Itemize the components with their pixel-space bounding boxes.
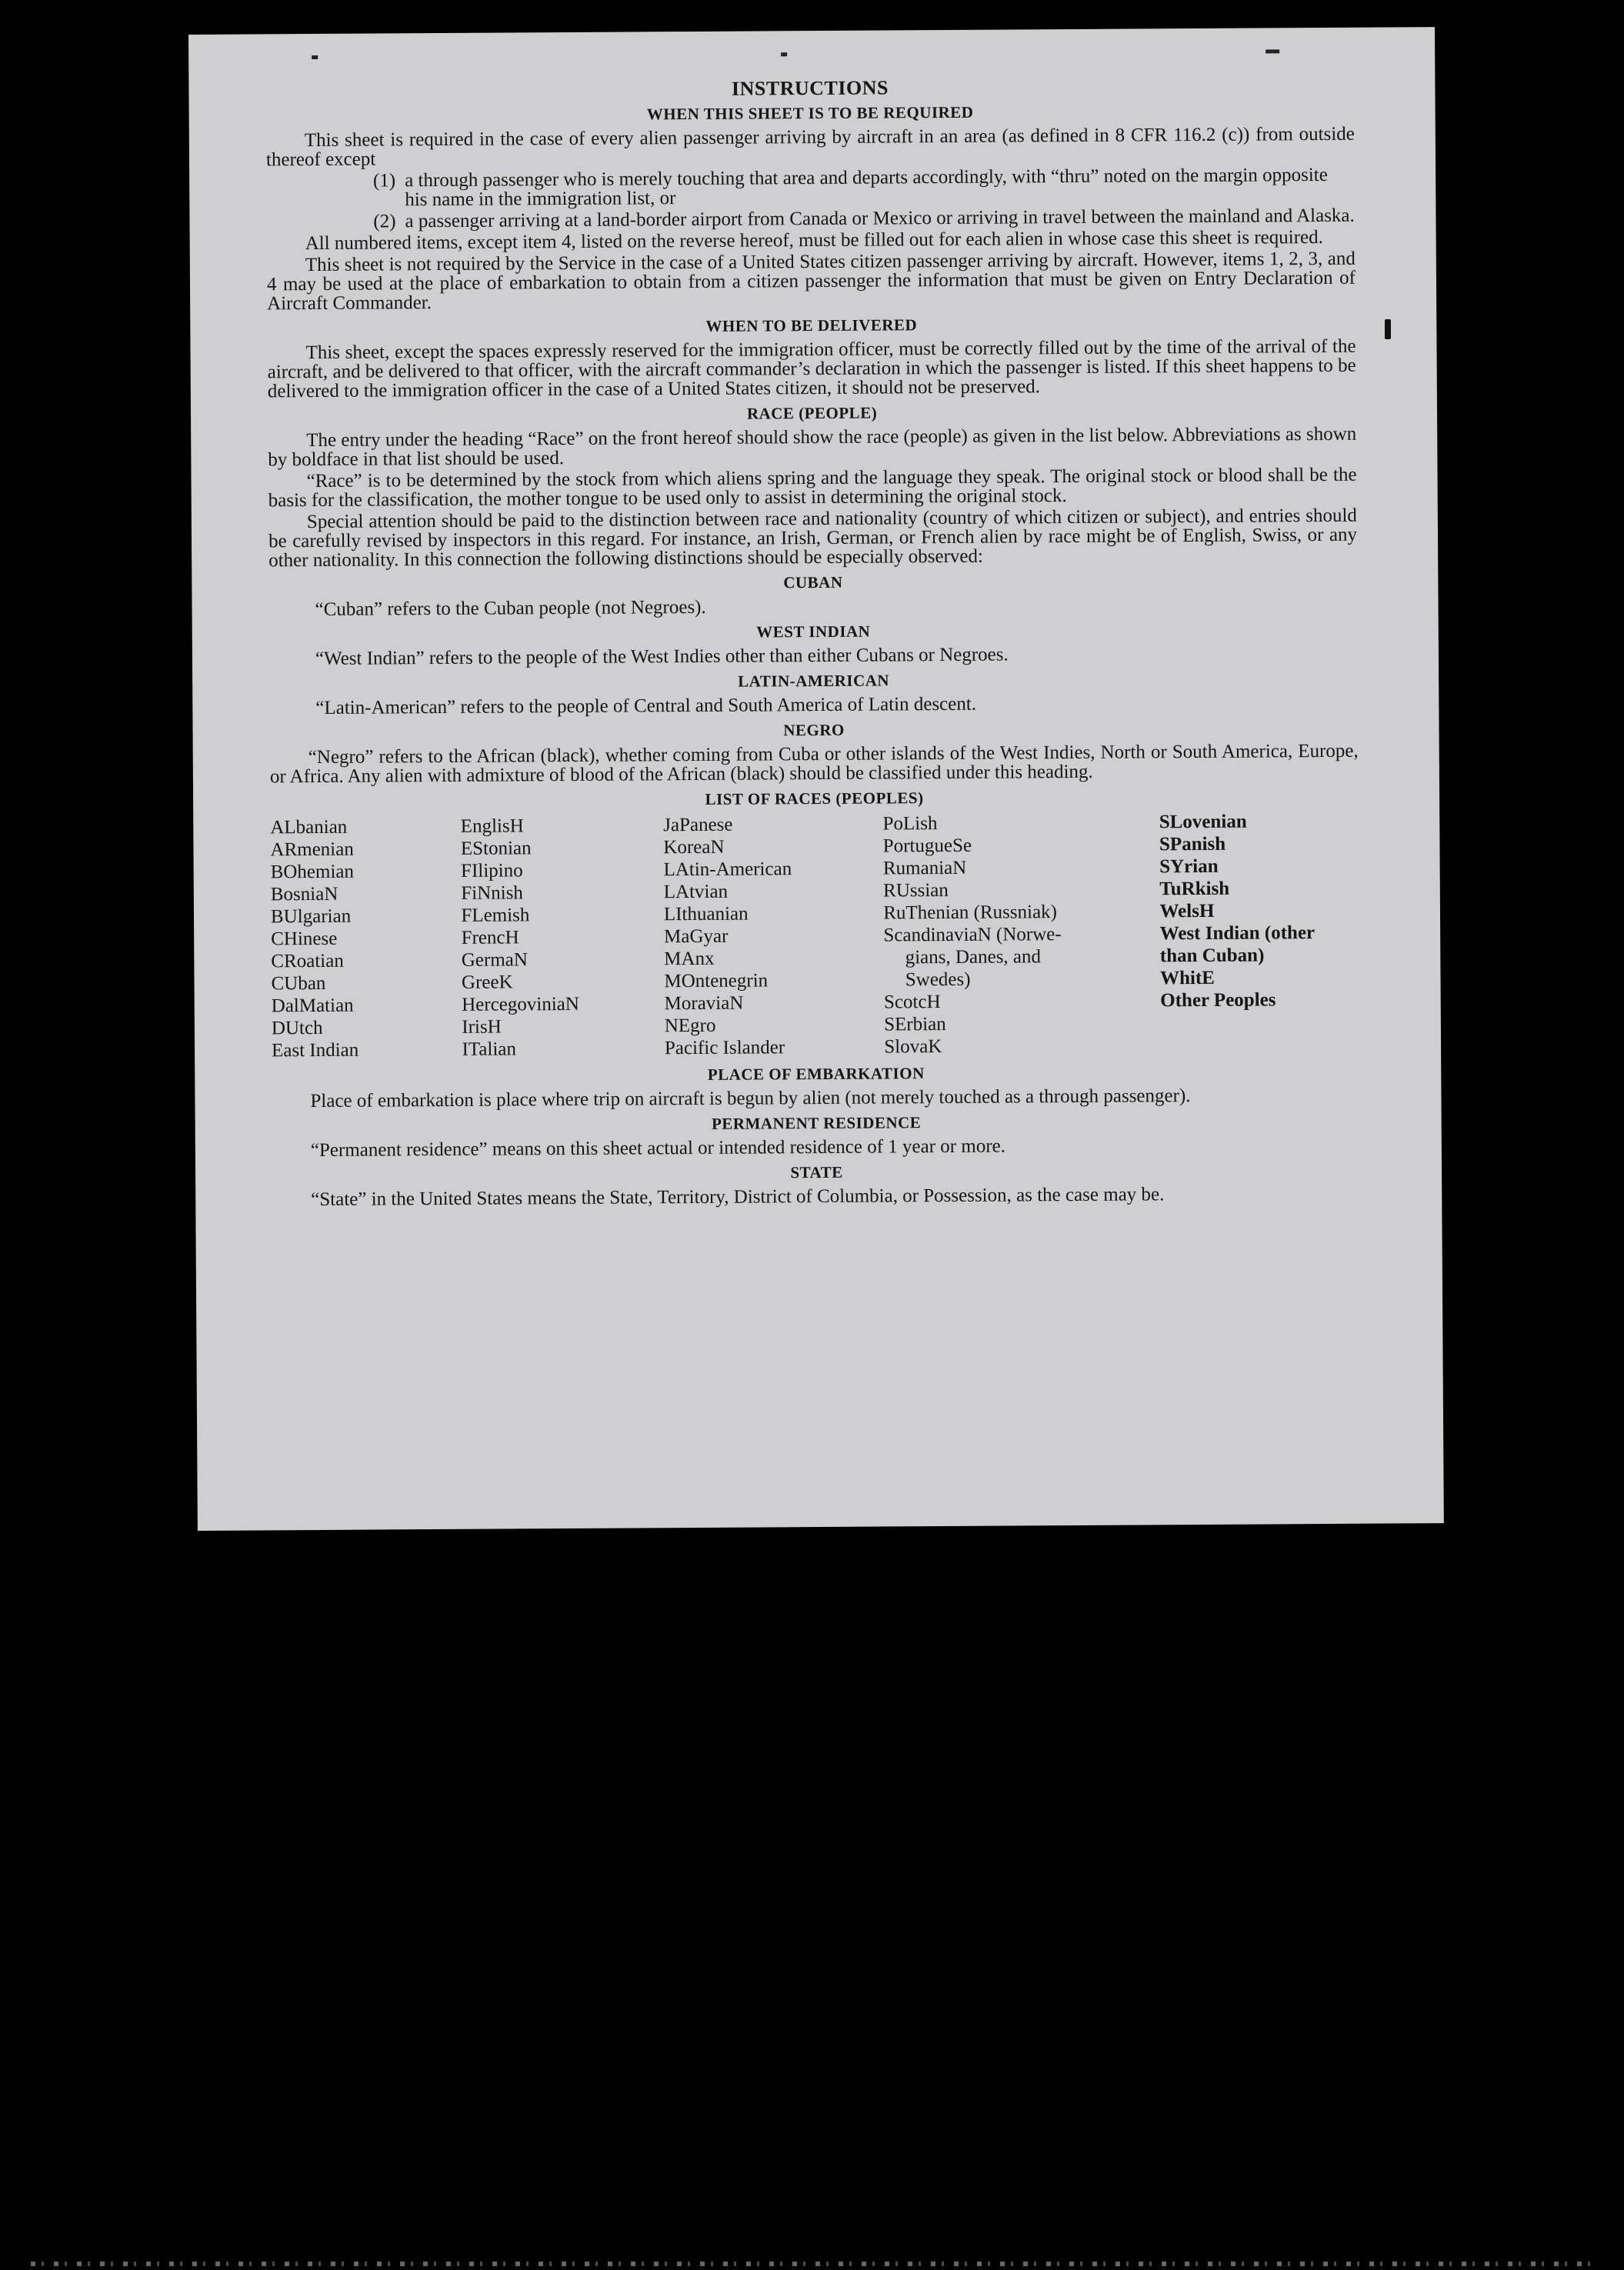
race-entry: LAtvian [663,881,729,903]
race-entry: CUban [271,972,326,995]
race-entry: ScotcH [883,992,941,1013]
race-entry: FrencH [461,927,519,948]
race-entry: PoLish [882,813,938,835]
race-entry: JaPanese [663,814,733,836]
race-entry: SYrian [1159,855,1219,878]
paragraph: This sheet is not required by the Service in the case of a United States citizen passenger arriving by aircraft. However, items 1, 2, 3, and 4 may be used at the place of embarkation to obtain from a citizen passenger the information that must be given on Entry Declaration of Aircraft Commander. [266,248,1356,315]
section-heading: CUBAN [783,572,843,592]
race-entry: SLovenian [1159,811,1247,833]
item-text: a passenger arriving at a land-border airport from Canada or Mexico or arriving in travel between the mainland and Alaska. [405,205,1355,232]
scan-marks [188,48,1435,72]
paragraph: This sheet is required in the case of every alien passenger arriving by aircraft in an area (as defined in 8 CFR 116.2 (c)) from outside thereof except [265,123,1355,171]
race-entry: SlovaK [884,1036,942,1058]
race-entry: GermaN [461,949,528,971]
scan-mark [1266,49,1279,53]
race-entry: NEgro [664,1015,716,1037]
race-entry: ALbanian [270,816,348,838]
race-entry: TuRkish [1159,878,1230,900]
race-entry: EnglisH [460,815,524,837]
paragraph: “West Indian” refers to the people of the West Indies other than either Cubans or Negroes. [315,644,1009,670]
race-entry: RuThenian (Russniak) [883,902,1058,924]
section-heading: NEGRO [783,720,845,740]
item-number: (2) [373,211,396,232]
race-entry: ITalian [462,1038,517,1060]
race-entry: gians, Danes, and [905,946,1042,968]
scan-edge-noise [31,2262,1600,2266]
races-column [1159,810,1360,1057]
races-column [270,815,462,1062]
paragraph: “Race” is to be determined by the stock from which aliens spring and the language they speak. The original stock or blood shall be the basis for the classification, the mother tongue to be used only to assist in determining the original stock. [268,464,1357,512]
races-list [270,810,1360,1062]
race-entry: PortugueSe [882,835,972,857]
race-entry: GreeK [461,972,513,993]
race-entry: LIthuanian [663,903,749,925]
section-heading: WHEN TO BE DELIVERED [705,315,918,335]
race-entry: IrisH [462,1016,502,1038]
race-entry: HercegoviniaN [462,993,579,1015]
race-entry: ARmenian [270,838,354,861]
paragraph: Special attention should be paid to the distinction between race and nationality (country of which citizen or subject), and entries should be carefully revised by inspectors in this regard. For instance, an Irish, German, or French alien by race might be of English, Swiss, or any other nationality. In this connection the following distinctions should be especially observed: [268,505,1358,572]
race-entry: MaGyar [663,925,729,948]
race-entry: MOntenegrin [664,970,769,992]
item-number: (1) [372,170,396,192]
race-entry: Other Peoples [1160,989,1276,1012]
race-entry: CHinese [271,928,338,950]
section-heading: RACE (PEOPLE) [746,403,878,423]
race-entry: RUssian [883,879,949,902]
race-entry: FiNnish [461,882,523,904]
paragraph: This sheet, except the spaces expressly reserved for the immigration officer, must be correctly filled out by the time of the arrival of the aircraft, and be delivered to that officer, with the aircraft commander’s declaration in which the passenger is listed. If this sheet happens to be delivered to the immigration officer in the case of a United States citizen, it should not be preserved. [267,335,1356,402]
scan-mark [312,55,318,59]
race-entry: EStonian [460,838,532,859]
numbered-item [266,165,1355,211]
paragraph: “Cuban” refers to the Cuban people (not Negroes). [315,596,706,621]
race-entry: WhitE [1159,967,1215,989]
race-entry: SPanish [1159,833,1226,855]
race-entry: RumaniaN [882,857,967,879]
section-heading: PLACE OF EMBARKATION [707,1064,925,1084]
race-entry: WelsH [1159,900,1215,922]
race-entry: KoreaN [663,836,725,858]
races-heading: LIST OF RACES (PEOPLES) [705,788,924,808]
section-heading: LATIN-AMERICAN [738,671,890,691]
paragraph: Place of embarkation is place where trip on aircraft is begun by alien (not merely touched as a through passenger). [310,1085,1191,1112]
scan-mark [781,52,787,56]
race-entry: LAtin-American [663,858,792,881]
paragraph: “Permanent residence” means on this sheet actual or intended residence of 1 year or more. [310,1135,1006,1162]
race-entry: MAnx [664,948,715,970]
race-entry: BUlgarian [270,905,352,928]
race-entry: CRoatian [271,950,344,972]
race-entry: SErbian [884,1014,946,1035]
paragraph: All numbered items, except item 4, listed on the reverse hereof, must be filled out for each alien in whose case this sheet is required. [305,226,1323,255]
race-entry: FIlipino [461,860,523,882]
paragraph: “Negro” refers to the African (black), whether coming from Cuba or other islands of the West Indies, North or South America, Europe, or Africa. Any alien with admixture of blood of the African (black) should be classified under this heading. [269,740,1359,788]
race-entry: Pacific Islander [664,1037,785,1059]
document-page [188,27,1444,1531]
races-column [461,814,665,1061]
item-text: a through passenger who is merely touching that area and departs accordingly, with “thru” noted on the margin opposite his name in the immigration list, or [405,164,1328,211]
race-entry: Swedes) [905,968,971,991]
race-entry: BosniaN [270,883,338,905]
race-entry: ScandinaviaN (Norwe- [883,924,1062,946]
document-title: INSTRUCTIONS [731,76,889,100]
race-entry: MoraviaN [664,992,744,1015]
race-entry: FLemish [461,905,530,926]
race-entry: East Indian [271,1039,359,1062]
paragraph: “State” in the United States means the State, Territory, District of Columbia, or Possession, as the case may be. [311,1184,1165,1211]
section-heading: STATE [790,1162,843,1182]
section-heading: WHEN THIS SHEET IS TO BE REQUIRED [646,102,974,124]
races-column [882,811,1160,1058]
race-entry: DalMatian [271,995,354,1017]
section-heading: PERMANENT RESIDENCE [711,1113,922,1133]
race-entry: West Indian (other [1159,922,1316,945]
races-column [663,813,884,1060]
scan-speck [1385,319,1391,339]
paragraph: The entry under the heading “Race” on the front hereof should show the race (people) as given in the list below. Abbreviations as shown by boldface in that list should be used. [268,423,1357,471]
race-entry: BOhemian [270,861,355,883]
section-heading: WEST INDIAN [756,622,871,642]
race-entry: DUtch [271,1017,323,1039]
race-entry: than Cuban) [1159,945,1265,967]
paragraph: “Latin-American” refers to the people of Central and South America of Latin descent. [315,693,977,719]
